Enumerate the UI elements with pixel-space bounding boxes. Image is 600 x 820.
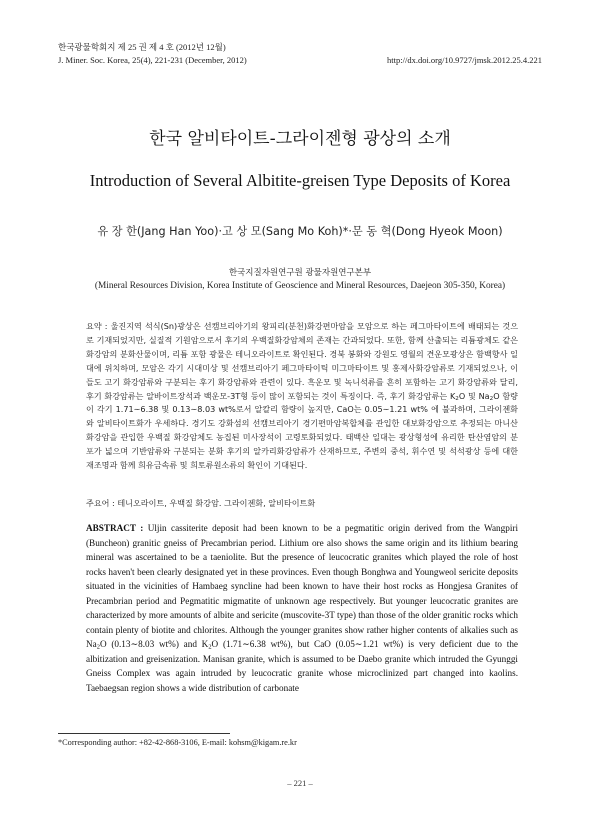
- page-number: – 221 –: [287, 778, 313, 788]
- abstract-english-k-subscript: 2: [208, 643, 212, 651]
- affiliation-english: (Mineral Resources Division, Korea Institute of Geoscience and Mineral Resources, Daejeon 305-350, Korea): [94, 281, 506, 291]
- abstract-korean-text-1: 울진지역 석식(Sn)광상은 선캠브리아기의 왕피리(분천)화강편마암을 모암으로 하는 페그마타이트에 배태되는 것으로 기재되었지만, 실질적 기원암으로서 후기의 우백질화강암체의 존재는 간과되었다. 또한, 함께 산출되는 리튬광체도 같은 화강암의 분화산물이며, 리튬 포함 광물은 테니오라이트로 확인된다. 경북 봉화와 강원도 영월의 견운모광상은 함백향사 일대에 위치하며, 모암은 각기 시대미상 및 선캠브리아기 페그마타이틱 미그마타이트 및 홍제사화강암류로 기재되었으나, 이들도 고기 화강암류와 구분되는 후기 화강암류와 관련이 있다. 흑운모 및 녹니석류를 흔히 포함하는 고기 화강암류와 달리, 후기 화강암류는 알바이트장석과 백운모-3T형 등이 많이 포함되는 것이 특징이다. 즉, 후기 화강암류는 K: [86, 321, 519, 401]
- journal-header-korean: 한국광물학회지 제 25 권 제 4 호 (2012년 12월): [58, 42, 226, 52]
- title-korean: 한국 알비타이트-그라이젠형 광상의 소개: [149, 129, 451, 149]
- abstract-korean-text-2: O 및 Na: [458, 390, 490, 401]
- abstract-korean-k-subscript: 2: [455, 395, 459, 402]
- title-english: Introduction of Several Albitite-greisen Type Deposits of Korea: [89, 171, 511, 190]
- footnote-divider: [58, 733, 230, 734]
- abstract-korean-label: 요약 :: [86, 321, 111, 331]
- abstract-english-text-2: O (0.13∼8.03 wt%) and K: [99, 639, 209, 649]
- abstract-english-na-subscript: 2: [96, 643, 100, 651]
- abstract-english-text-1: Uljin cassiterite deposit had been known to be a pegmatitic origin derived from the Wangpiri (Buncheon) granitic gneiss of Precambrian period. Lithium ore also shows the same origin and its lithium bearing mineral was ascertained to be a taeniolite. But the presence of leucocratic granites which played the role of host rocks haven't been clearly designated yet in these provinces. Even though Bonghwa and Youngweol sericite deposits situated in the vicinities of Hambaeg syncline had been known to have their host rocks as Hongjesa Granites of Precambrian period and Pegmatitic migmatite of unknown age respectively. But younger leucocratic granites are characterized by more amounts of albite and sericite (muscovite-3T type) than those of the older granitic rocks which contain plenty of biotite and chlorites. Although the younger granites show rather higher contents of alkalies such as Na: [86, 523, 518, 649]
- abstract-korean: [86, 320, 518, 473]
- keywords-text: 테니오라이트, 우백질 화강암. 그라이젠화, 알비타이트화: [117, 498, 316, 508]
- abstract-korean-text-3: O 함량이 각기 1.71∼6.38 및 0.13∼8.03 wt%로서 알칼리 함량이 높지만, CaO는 0.05∼1.21 wt% 에 불과하며, 그라이젠화와 알비타이트화가 우세하다. 경기도 강화섬의 선캠브리아기 경기편마암복합체를 관입한 대보화강암으로 추정되는 마니산화강암을 관입한 우백질 화강암체도 농집된 미사장석이 고령토화되었다. 태백산 일대는 광상형성에 유리한 탄산염암의 분포가 넓으며 기반암류와 구분되는 분화 후기의 알카리화강암류가 산재하므로, 주변의 중석, 휘수연 및 석석광상 등에 대한 재조명과 함께 희유금속류 및 희토류원소류의 확인이 기대된다.: [86, 390, 518, 471]
- abstract-english: [86, 521, 518, 695]
- author-list: 유 장 한(Jang Han Yoo)·고 상 모(Sang Mo Koh)*·문 동 혁(Dong Hyeok Moon): [97, 225, 503, 238]
- keywords-label: 주요어 :: [86, 498, 118, 508]
- journal-header-english: J. Miner. Soc. Korea, 25(4), 221-231 (December, 2012): [58, 55, 247, 65]
- abstract-english-text-3: O (1.71∼6.38 wt%), but CaO (0.05∼1.21 wt%) is very deficient due to the albitization and greisenization. Manisan granite, which is assumed to be Daebo granite which intruded the Gyunggi Gneiss Complex was again intruded by leucocratic granite whose microclinized part changed into kaolins. Taebaegsan region shows a wide distribution of carbonate: [86, 639, 518, 693]
- abstract-korean-na-subscript: 2: [489, 395, 494, 402]
- corresponding-author-footnote: *Corresponding author: +82-42-868-3106, E-mail: kohsm@kigam.re.kr: [58, 738, 297, 747]
- affiliation-korean: 한국지질자원연구원 광물자원연구본부: [228, 268, 372, 278]
- keywords-korean: [86, 498, 518, 509]
- doi-link[interactable]: http://dx.doi.org/10.9727/jmsk.2012.25.4.221: [387, 55, 542, 65]
- abstract-english-label: ABSTRACT :: [86, 523, 148, 533]
